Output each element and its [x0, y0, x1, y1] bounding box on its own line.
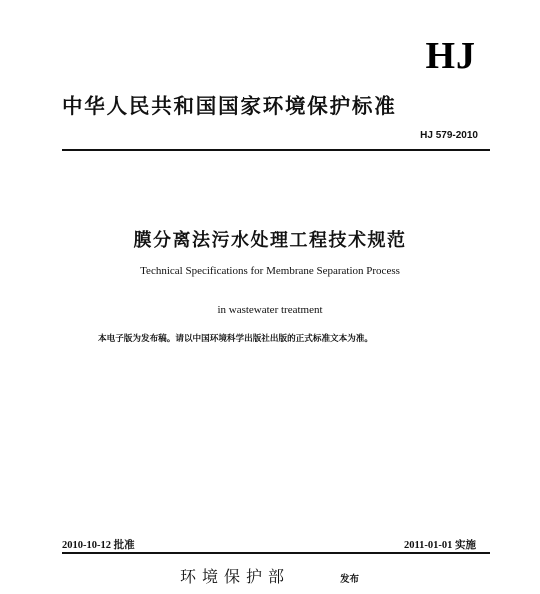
approval-date: 2010-10-12 批准	[62, 540, 135, 551]
top-divider	[62, 149, 490, 151]
implementation-date: 2011-01-01 实施	[403, 540, 476, 551]
document-title-en-line1: Technical Specifications for Membrane Separation Process	[140, 265, 400, 277]
bottom-divider	[62, 552, 490, 554]
issuer-suffix: 发布	[340, 574, 360, 585]
document-title-en-line2: in wastewater treatment	[217, 304, 323, 316]
standard-number: HJ 579-2010	[420, 130, 478, 141]
standard-title: 中华人民共和国国家环境保护标准	[62, 94, 397, 118]
issuing-authority: 环境保护部	[180, 567, 291, 586]
hj-logo: HJ	[425, 35, 476, 77]
publication-notice: 本电子版为发布稿。请以中国环境科学出版社出版的正式标准文本为准。	[98, 334, 374, 344]
document-title-zh: 膜分离法污水处理工程技术规范	[133, 230, 407, 251]
